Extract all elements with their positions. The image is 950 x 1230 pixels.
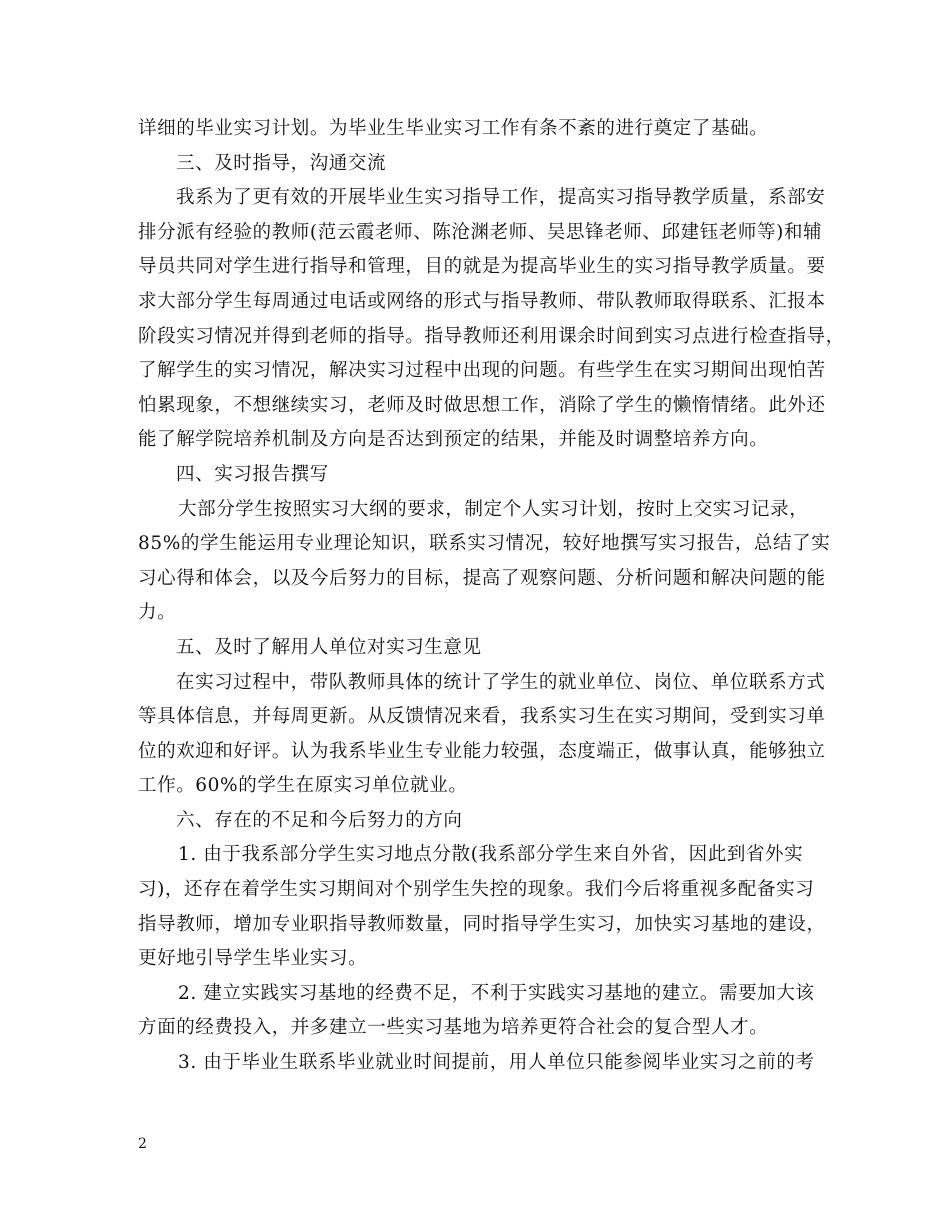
section-heading-6: 六、存在的不足和今后努力的方向 xyxy=(176,809,463,831)
list-item-1: 1. 由于我系部分学生实习地点分散(我系部分学生来自外省，因此到省外实 xyxy=(178,844,804,866)
paragraph-line: 力。 xyxy=(138,602,177,624)
paragraph-line: 工作。60%的学生在原实习单位就业。 xyxy=(138,775,468,797)
page-number: 2 xyxy=(138,1136,147,1152)
paragraph-line: 导员共同对学生进行指导和管理，目的就是为提高毕业生的实习指导教学质量。要 xyxy=(138,256,826,278)
paragraph-line: 能了解学院培养机制及方向是否达到预定的结果，并能及时调整培养方向。 xyxy=(138,429,769,451)
paragraph-line: 怕累现象，不想继续实习，老师及时做思想工作，消除了学生的懒惰情绪。此外还 xyxy=(138,394,826,416)
paragraph-line: 位的欢迎和好评。认为我系毕业生专业能力较强，态度端正，做事认真，能够独立 xyxy=(138,740,826,762)
paragraph-line: 习心得和体会，以及今后努力的目标，提高了观察问题、分析问题和解决问题的能 xyxy=(138,567,826,589)
paragraph-line: 85%的学生能运用专业理论知识，联系实习情况，较好地撰写实习报告，总结了实 xyxy=(138,533,831,555)
paragraph-line: 方面的经费投入，并多建立一些实习基地为培养更符合社会的复合型人才。 xyxy=(138,1017,769,1039)
section-heading-3: 三、及时指导，沟通交流 xyxy=(176,152,387,174)
paragraph-line: 阶段实习情况并得到老师的指导。指导教师还利用课余时间到实习点进行检查指导， xyxy=(138,325,845,347)
paragraph-line: 指导教师，增加专业职指导教师数量，同时指导学生实习，加快实习基地的建设， xyxy=(138,913,826,935)
list-item-2: 2. 建立实践实习基地的经费不足，不利于实践实习基地的建立。需要加大该 xyxy=(178,982,815,1004)
document-body xyxy=(138,112,845,1081)
paragraph-line: 等具体信息，并每周更新。从反馈情况来看，我系实习生在实习期间，受到实习单 xyxy=(138,706,826,728)
paragraph-line: 在实习过程中，带队教师具体的统计了学生的就业单位、岗位、单位联系方式 xyxy=(176,671,826,693)
paragraph-line: 大部分学生按照实习大纲的要求，制定个人实习计划，按时上交实习记录， xyxy=(178,498,809,520)
paragraph-line: 求大部分学生每周通过电话或网络的形式与指导教师、带队教师取得联系、汇报本 xyxy=(138,290,826,312)
paragraph-line: 我系为了更有效的开展毕业生实习指导工作，提高实习指导教学质量，系部安 xyxy=(176,187,826,209)
paragraph-line: 更好地引导学生毕业实习。 xyxy=(138,948,368,970)
paragraph-line: 排分派有经验的教师(范云霞老师、陈沧渊老师、吴思锋老师、邱建钰老师等)和辅 xyxy=(138,221,823,243)
section-heading-4: 四、实习报告撰写 xyxy=(176,463,329,485)
paragraph-line: 习)，还存在着学生实习期间对个别学生失控的现象。我们今后将重视多配备实习 xyxy=(138,879,815,901)
section-heading-5: 五、及时了解用人单位对实习生意见 xyxy=(176,636,482,658)
paragraph-line: 详细的毕业实习计划。为毕业生毕业实习工作有条不紊的进行奠定了基础。 xyxy=(138,118,769,139)
paragraph-line: 了解学生的实习情况，解决实习过程中出现的问题。有些学生在实习期间出现怕苦 xyxy=(138,360,826,382)
list-item-3: 3. 由于毕业生联系毕业就业时间提前，用人单位只能参阅毕业实习之前的考 xyxy=(178,1052,815,1074)
